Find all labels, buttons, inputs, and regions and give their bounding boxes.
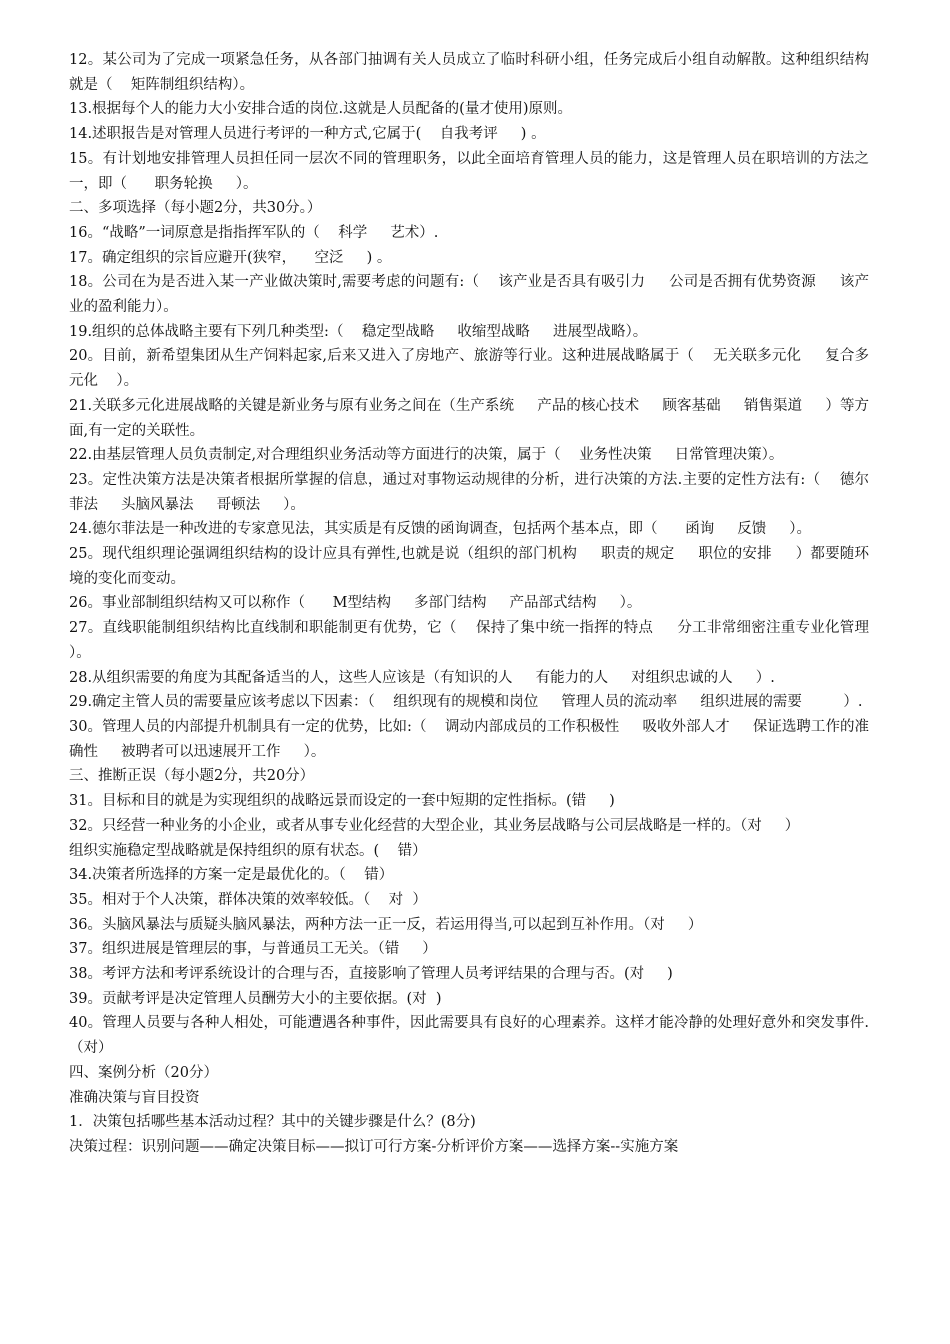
question-26: 26。事业部制组织结构又可以称作（ M型结构 多部门结构 产品部式结构 ）。 [69, 595, 642, 612]
section-heading-case-analysis: 四、案例分析（20分） [69, 1064, 218, 1081]
question-37: 37。组织进展是管理层的事，与普通员工无关。（错 ） [69, 941, 437, 958]
question-16: 16。“战略”一词原意是指指挥军队的（ 科学 艺术）. [69, 224, 439, 241]
question-36: 36。头脑风暴法与质疑头脑风暴法，两种方法一正一反，若运用得当,可以起到互补作用。（对 ） [69, 916, 703, 933]
question-19: 19.组织的总体战略主要有下列几种类型:（ 稳定型战略 收缩型战略 进展型战略）。 [69, 323, 648, 340]
question-39: 39。贡献考评是决定管理人员酬劳大小的主要依据。(对 ) [69, 990, 442, 1007]
case-question-1: 1．决策包括哪些基本活动过程？其中的关键步骤是什么？(8分) [69, 1114, 476, 1131]
question-30: 30。管理人员的内部提升机制具有一定的优势，比如:（ 调动内部成员的工作积极性 吸收外部人才 保证选聘工作的准确性 被聘者可以迅速展开工作 ）。 [69, 718, 869, 760]
question-15: 15。有计划地安排管理人员担任同一层次不同的管理职务，以此全面培育管理人员的能力，这是管理人员在职培训的方法之一，即（ 职务轮换 ）。 [69, 150, 869, 192]
question-38: 38。考评方法和考评系统设计的合理与否，直接影响了管理人员考评结果的合理与否。(对 ) [69, 966, 673, 983]
question-22: 22.由基层管理人员负责制定,对合理组织业务活动等方面进行的决策，属于（ 业务性决策 日常管理决策）。 [69, 447, 784, 464]
question-24: 24.德尔菲法是一种改进的专家意见法，其实质是有反馈的函询调查，包括两个基本点，即（ 函询 反馈 ）。 [69, 521, 812, 538]
question-35: 35。相对于个人决策，群体决策的效率较低。（ 对 ） [69, 891, 427, 908]
question-20: 20。目前，新希望集团从生产饲料起家,后来又进入了房地产、旅游等行业。这种进展战略属于（ 无关联多元化 复合多元化 ）。 [69, 348, 869, 390]
question-23: 23。定性决策方法是决策者根据所掌握的信息，通过对事物运动规律的分析，进行决策的方法.主要的定性方法有:（ 德尔菲法 头脑风暴法 哥顿法 ）。 [69, 471, 869, 513]
section-heading-true-false: 三、推断正误（每小题2分，共20分） [69, 768, 315, 785]
question-32: 32。只经营一种业务的小企业，或者从事专业化经营的大型企业，其业务层战略与公司层战略是一样的。（对 ） [69, 817, 800, 834]
section-heading-multiple-choice: 二、多项选择（每小题2分，共30分。） [69, 200, 322, 217]
question-18: 18。公司在为是否进入某一产业做决策时,需要考虑的问题有:（ 该产业是否具有吸引力 公司是否拥有优势资源 该产业的盈利能力）。 [69, 274, 869, 316]
case-answer-1: 决策过程：识别问题——确定决策目标——拟订可行方案-分析评价方案——选择方案--实施方案 [69, 1138, 679, 1155]
question-40: 40。管理人员要与各种人相处，可能遭遇各种事件，因此需要具有良好的心理素养。这样才能冷静的处理好意外和突发事件.（对） [69, 1015, 869, 1057]
question-12: 12。某公司为了完成一项紧急任务，从各部门抽调有关人员成立了临时科研小组，任务完成后小组自动解散。这种组织结构就是（ 矩阵制组织结构）。 [69, 52, 869, 93]
question-31: 31。目标和目的就是为实现组织的战略远景而设定的一套中短期的定性指标。(错 ) [69, 793, 615, 810]
question-27: 27。直线职能制组织结构比直线制和职能制更有优势，它（ 保持了集中统一指挥的特点 分工非常细密注重专业化管理 ）。 [69, 620, 897, 661]
question-14: 14.述职报告是对管理人员进行考评的一种方式,它属于( 自我考评 ) 。 [69, 126, 546, 143]
question-28: 28.从组织需要的角度为其配备适当的人，这些人应该是（有知识的人 有能力的人 对组织忠诚的人 ）. [69, 669, 775, 686]
question-13: 13.根据每个人的能力大小安排合适的岗位.这就是人员配备的(量才使用)原则。 [69, 101, 572, 118]
question-29: 29.确定主管人员的需要量应该考虑以下因素：（ 组织现有的规模和岗位 管理人员的流动率 组织进展的需要 ）. [69, 694, 863, 711]
question-33: 组织实施稳定型战略就是保持组织的原有状态。( 错） [69, 842, 427, 859]
question-17: 17。确定组织的宗旨应避开(狭窄， 空泛 ) 。 [69, 249, 392, 266]
case-title: 准确决策与盲目投资 [69, 1089, 200, 1106]
question-25: 25。现代组织理论强调组织结构的设计应具有弹性,也就是说（组织的部门机构 职责的规定 职位的安排 ）都要随环境的变化而变动。 [69, 546, 869, 587]
document-body [69, 48, 897, 1160]
question-34: 34.决策者所选择的方案一定是最优化的。（ 错） [69, 867, 394, 884]
question-21: 21.关联多元化进展战略的关键是新业务与原有业务之间在（生产系统 产品的核心技术 顾客基础 销售渠道 ）等方面,有一定的关联性。 [69, 397, 869, 439]
